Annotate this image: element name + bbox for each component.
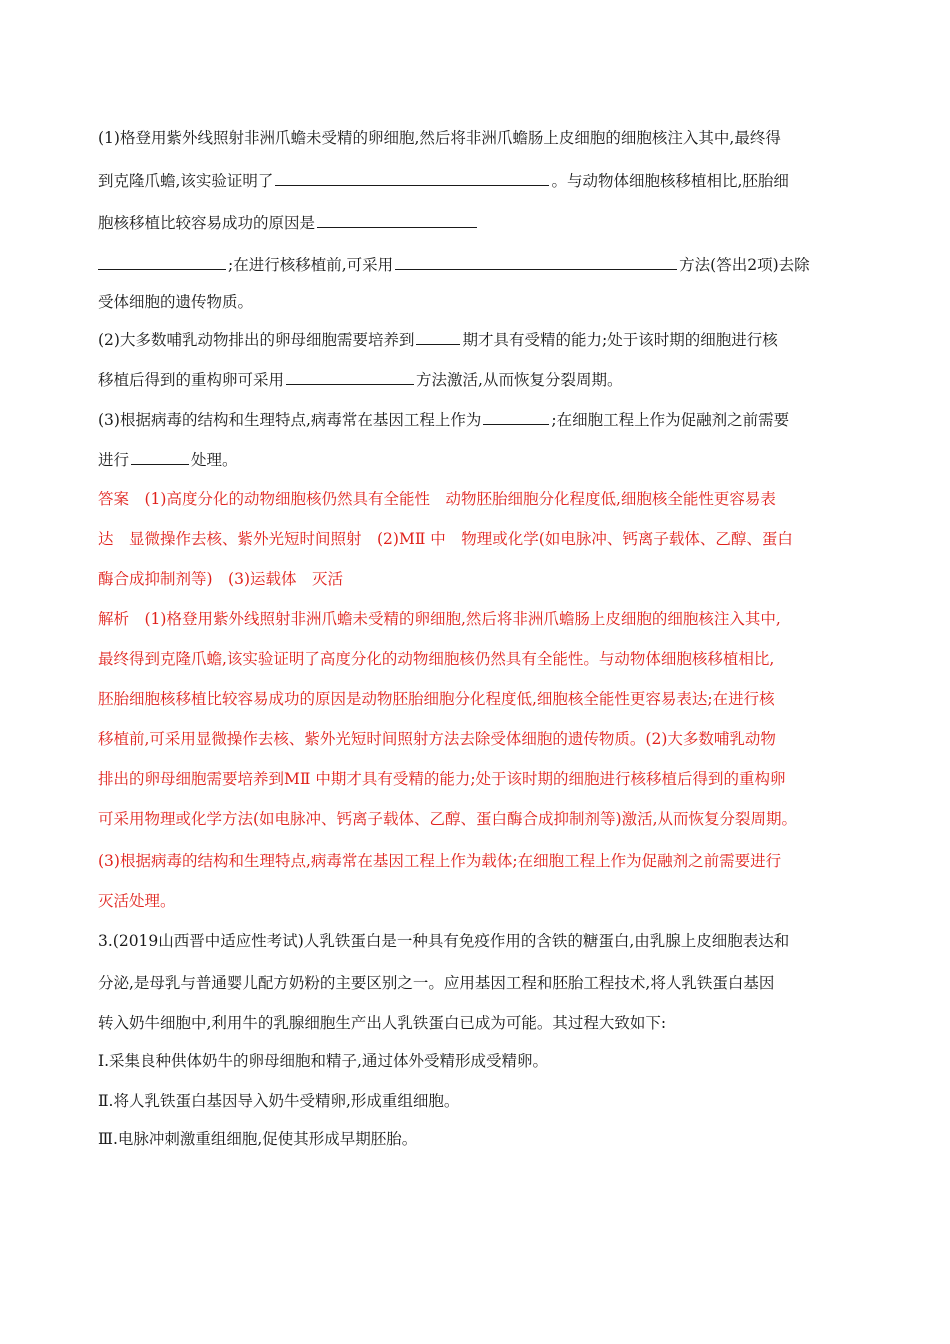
answer-blank[interactable] (483, 410, 549, 425)
answer-line-1: 答案 (1)高度分化的动物细胞核仍然具有全能性 动物胚胎细胞分化程度低,细胞核全能性更容易表 (98, 490, 776, 508)
analysis-line-7: (3)根据病毒的结构和生理特点,病毒常在基因工程上作为载体;在细胞工程上作为促融剂之前需要进行 (98, 852, 782, 870)
analysis-line-5: 排出的卵母细胞需要培养到MⅡ 中期才具有受精的能力;处于该时期的细胞进行核移植后得到的重构卵 (98, 770, 786, 788)
question3-step-3: Ⅲ.电脉冲刺激重组细胞,促使其形成早期胚胎。 (98, 1130, 418, 1148)
answer-blank[interactable] (98, 255, 226, 270)
question3-step-1: Ⅰ.采集良种供体奶牛的卵母细胞和精子,通过体外受精形成受精卵。 (98, 1052, 548, 1070)
q3-line-1: (3)根据病毒的结构和生理特点,病毒常在基因工程上作为 ;在细胞工程上作为促融剂之前需要 (98, 411, 790, 429)
q1-line-2: 到克隆爪蟾,该实验证明了 。与动物体细胞核移植相比,胚胎细 (98, 172, 789, 190)
q2-line-2: 移植后得到的重构卵可采用 方法激活,从而恢复分裂周期。 (98, 371, 623, 389)
answer-blank[interactable] (416, 330, 460, 345)
q1-line-4: ;在进行核移植前,可采用 方法(答出2项)去除 (98, 255, 858, 275)
question3-step-2: Ⅱ.将人乳铁蛋白基因导入奶牛受精卵,形成重组细胞。 (98, 1092, 460, 1110)
question3-line-2: 分泌,是母乳与普通婴儿配方奶粉的主要区别之一。应用基因工程和胚胎工程技术,将人乳铁蛋白基因 (98, 974, 775, 992)
analysis-line-1: 解析 (1)格登用紫外线照射非洲爪蟾未受精的卵细胞,然后将非洲爪蟾肠上皮细胞的细胞核注入其中, (98, 610, 781, 628)
analysis-line-4: 移植前,可采用显微操作去核、紫外光短时间照射方法去除受体细胞的遗传物质。(2)大多数哺乳动物 (98, 730, 776, 748)
analysis-line-6: 可采用物理或化学方法(如电脉冲、钙离子载体、乙醇、蛋白酶合成抑制剂等)激活,从而恢复分裂周期。 (98, 810, 798, 828)
question3-line-3: 转入奶牛细胞中,利用牛的乳腺细胞生产出人乳铁蛋白已成为可能。其过程大致如下: (98, 1014, 667, 1032)
q1-line-5: 受体细胞的遗传物质。 (98, 293, 254, 311)
q1-line-3: 胞核移植比较容易成功的原因是 (98, 213, 858, 233)
answer-line-2: 达 显微操作去核、紫外光短时间照射 (2)MⅡ 中 物理或化学(如电脉冲、钙离子载体、乙醇、蛋白 (98, 530, 793, 548)
q3-line-2: 进行 处理。 (98, 451, 238, 469)
q1-line-1: (1)格登用紫外线照射非洲爪蟾未受精的卵细胞,然后将非洲爪蟾肠上皮细胞的细胞核注入其中,最终得 (98, 129, 781, 147)
answer-blank[interactable] (286, 370, 414, 385)
q2-line-1: (2)大多数哺乳动物排出的卵母细胞需要培养到 期才具有受精的能力;处于该时期的细胞进行核 (98, 331, 778, 349)
answer-blank[interactable] (317, 213, 477, 228)
analysis-line-8: 灭活处理。 (98, 892, 176, 910)
analysis-line-3: 胚胎细胞核移植比较容易成功的原因是动物胚胎细胞分化程度低,细胞核全能性更容易表达;在进行核 (98, 690, 775, 708)
analysis-line-2: 最终得到克隆爪蟾,该实验证明了高度分化的动物细胞核仍然具有全能性。与动物体细胞核移植相比, (98, 650, 775, 668)
answer-line-3: 酶合成抑制剂等) (3)运载体 灭活 (98, 570, 344, 588)
answer-blank[interactable] (275, 171, 549, 186)
answer-blank[interactable] (395, 255, 677, 270)
question3-line-1: 3.(2019山西晋中适应性考试)人乳铁蛋白是一种具有免疫作用的含铁的糖蛋白,由乳腺上皮细胞表达和 (98, 932, 790, 950)
answer-blank[interactable] (131, 450, 189, 465)
